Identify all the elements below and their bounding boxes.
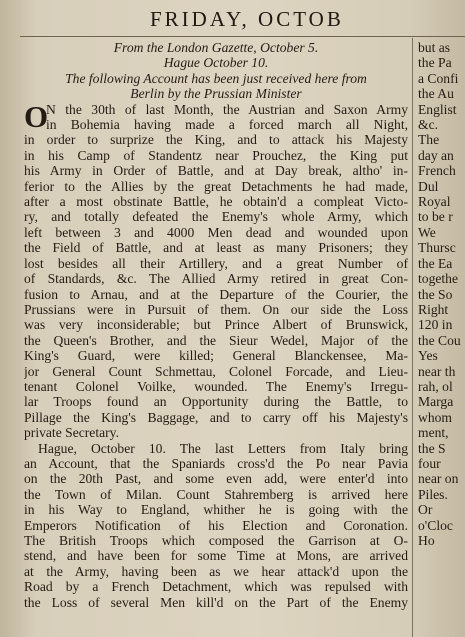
text-line: Hague, October 10. The last Letters from Italy bring [38, 440, 408, 456]
right-column-line: o'Cloc [418, 517, 453, 533]
column-divider [412, 38, 413, 637]
right-column-line: to be r [418, 209, 453, 225]
right-column-line: We [418, 224, 436, 240]
text-line: fusion to Arnau, and at the Departure of the Courier, the [24, 286, 408, 302]
text-line: Prussians were in Pursuit of them. On our side the Loss [24, 301, 408, 317]
text-line: Pillage the King's Baggage, and to carry off his Majesty's [24, 409, 408, 425]
text-line: private Secretary. [24, 425, 119, 441]
text-line: left between 3 and 4000 Men dead and wounded upon [24, 224, 408, 240]
text-line: Road by a French Detachment, which was repulsed with [24, 579, 408, 595]
dateline: Hague October 10. [163, 55, 269, 71]
text-line: lar Troops found an Opportunity during the Battle, to [24, 394, 408, 410]
right-column-line: Englist [418, 101, 457, 117]
right-column-line: the Au [418, 86, 454, 102]
right-column-line: 120 in [418, 317, 453, 333]
right-column-line: the Ea [418, 255, 453, 271]
text-line: the Loss of several Men kill'd on the Part of the Enemy [24, 594, 408, 610]
right-column-line: near on [418, 471, 459, 487]
text-line: Emperors Notification of his Election and Coronation. [24, 517, 408, 533]
intro-line: The following Account has been just received here from [65, 70, 367, 86]
intro-line: Berlin by the Prussian Minister [130, 86, 302, 102]
paragraph-1 [24, 98, 408, 441]
paragraph-1-opening [24, 98, 408, 134]
text-line: tenant Colonel Voilke, wounded. The Enemy's Irregu- [24, 378, 408, 394]
right-column-line: Dul [418, 178, 439, 194]
right-column-line: ment, [418, 425, 449, 441]
right-column-line: but as [418, 40, 451, 55]
text-line: N the 30th of last Month, the Austrian and Saxon Army [46, 101, 408, 117]
text-line: his Army in Order of Battle, and at Day break, altho' in- [24, 163, 408, 179]
text-line: The British Troops which composed the Garrison at O- [24, 533, 408, 548]
right-column-line: near th [418, 363, 456, 379]
right-column-line: Yes [418, 348, 438, 364]
article-intro [24, 71, 408, 102]
right-column-line: Or [418, 502, 433, 518]
text-line: jor General Count Schmettau, Colonel Forcade, and Lieu- [24, 363, 408, 379]
text-line: in his Camp of Standentz near Prouchez, the King put [24, 147, 408, 163]
text-line: the Town of Milan. Count Stahremberg is arrived here [24, 486, 408, 502]
page-header: FRIDAY, OCTOB [150, 7, 344, 31]
right-column-line: the S [418, 440, 446, 456]
right-column-line: The [418, 132, 440, 148]
text-line: King's Guard, were killed; General Blanckensee, Ma- [24, 348, 408, 364]
right-column-line: four [418, 455, 441, 471]
text-line: the Field of Battle, and at least as many Prisoners; they [24, 240, 408, 256]
text-line: lost besides all their Artillery, and a great Number of [24, 255, 408, 271]
text-line: ferior to the Allies by the great Detachments he had made, [24, 178, 408, 194]
right-column-line: Marga [418, 394, 454, 410]
paragraph-1-body [24, 132, 408, 440]
drop-cap: O [24, 98, 49, 134]
right-column-line: day an [418, 147, 454, 163]
text-line: in his Way to England, whither he is going with the [24, 502, 408, 518]
right-column-line: the Cou [418, 332, 461, 348]
right-column-line: &c. [418, 117, 439, 133]
right-column-line: a Confi [418, 70, 459, 86]
right-column-line: the Pa [418, 55, 452, 71]
right-column-line: French [418, 163, 456, 179]
text-line: the Queen's Brother, and the Sieur Wedel, Major of the [24, 332, 408, 348]
text-line: stend, and have been for some Time at Mons, are arrived [24, 548, 408, 564]
right-column-line: Thursc [418, 240, 456, 256]
paragraph-2 [24, 441, 408, 610]
text-line: of Standards, &c. The Allied Army retired in great Con- [24, 271, 408, 287]
text-line: in order to surprize the King, and to attack his Majesty [24, 132, 408, 148]
text-line: an Account, that the Spaniards cross'd the Po near Pavia [24, 455, 408, 471]
right-column [418, 40, 465, 637]
text-line: after a most obstinate Battle, he obtain'd a compleat Victo- [24, 194, 408, 210]
text-line: was very inconsiderable; but Prince Albert of Brunswick, [24, 317, 408, 333]
right-column-line: Royal [418, 194, 451, 210]
text-line: ry, and totally defeated the Enemy's whole Army, which [24, 209, 408, 225]
text-line: on the 20th Past, and some even add, were enter'd into [24, 471, 408, 487]
right-column-line: the So [418, 286, 453, 302]
header-rule [20, 36, 465, 37]
text-line: at the Army, having been as we hear attack'd upon the [24, 563, 408, 579]
source-line: From the London Gazette, October 5. [113, 40, 319, 55]
right-column-line: Piles. [418, 486, 448, 502]
main-column [24, 40, 408, 637]
right-column-line: Right [418, 301, 449, 317]
text-line: in Bohemia having made a forced march all Night, [46, 117, 408, 133]
right-column-line: whom [418, 409, 452, 425]
right-column-line: rah, ol [418, 378, 453, 394]
right-column-line: Ho [418, 533, 435, 548]
right-column-line: togethe [418, 271, 459, 287]
